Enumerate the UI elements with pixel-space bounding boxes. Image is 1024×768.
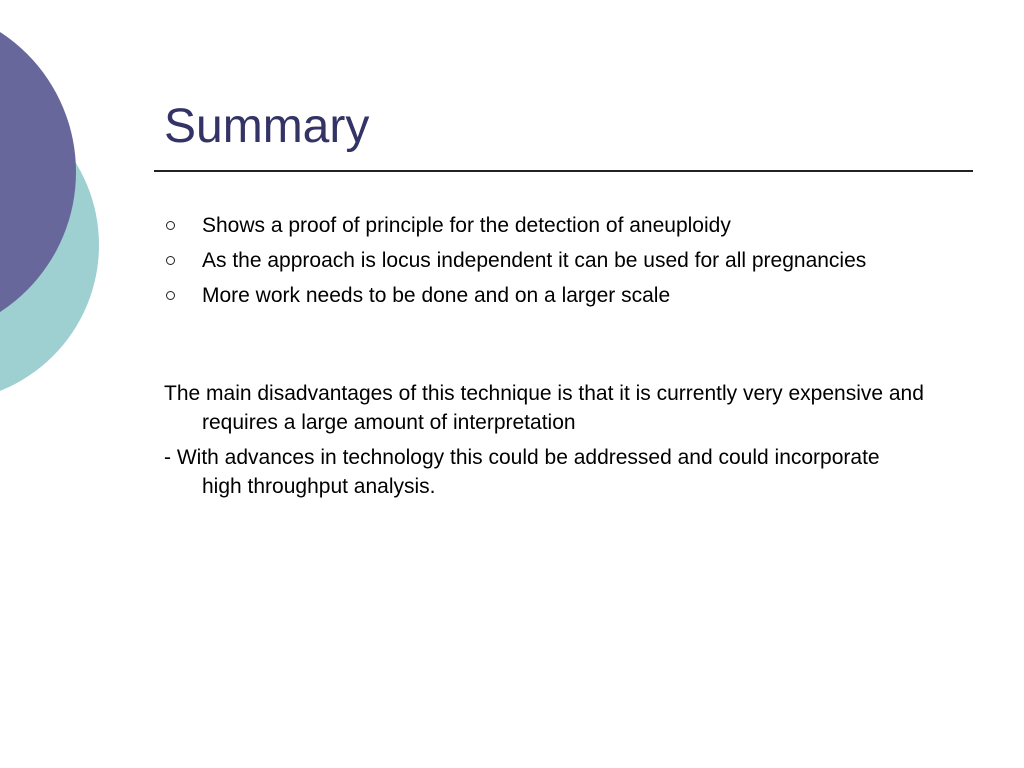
bullet-list (164, 211, 924, 316)
hollow-circle-bullet-icon (166, 256, 175, 265)
bullet-item (164, 246, 924, 275)
bullet-text: Shows a proof of principle for the detection of aneuploidy (202, 214, 731, 237)
hollow-circle-bullet-icon (166, 291, 175, 300)
title-divider (154, 170, 973, 172)
bullet-text: More work needs to be done and on a larger scale (202, 284, 671, 307)
paragraph-advances: - With advances in technology this could be addressed and could incorporate high throughput analysis. (164, 446, 880, 498)
bullet-item (164, 281, 924, 310)
bullet-item (164, 211, 924, 240)
slide-title: Summary (164, 100, 370, 153)
body-paragraphs (164, 379, 924, 507)
paragraph-disadvantages: The main disadvantages of this technique is that it is currently very expensive and requires a large amount of interpretation (164, 382, 924, 434)
bullet-text: As the approach is locus independent it can be used for all pregnancies (202, 249, 867, 272)
hollow-circle-bullet-icon (166, 221, 175, 230)
